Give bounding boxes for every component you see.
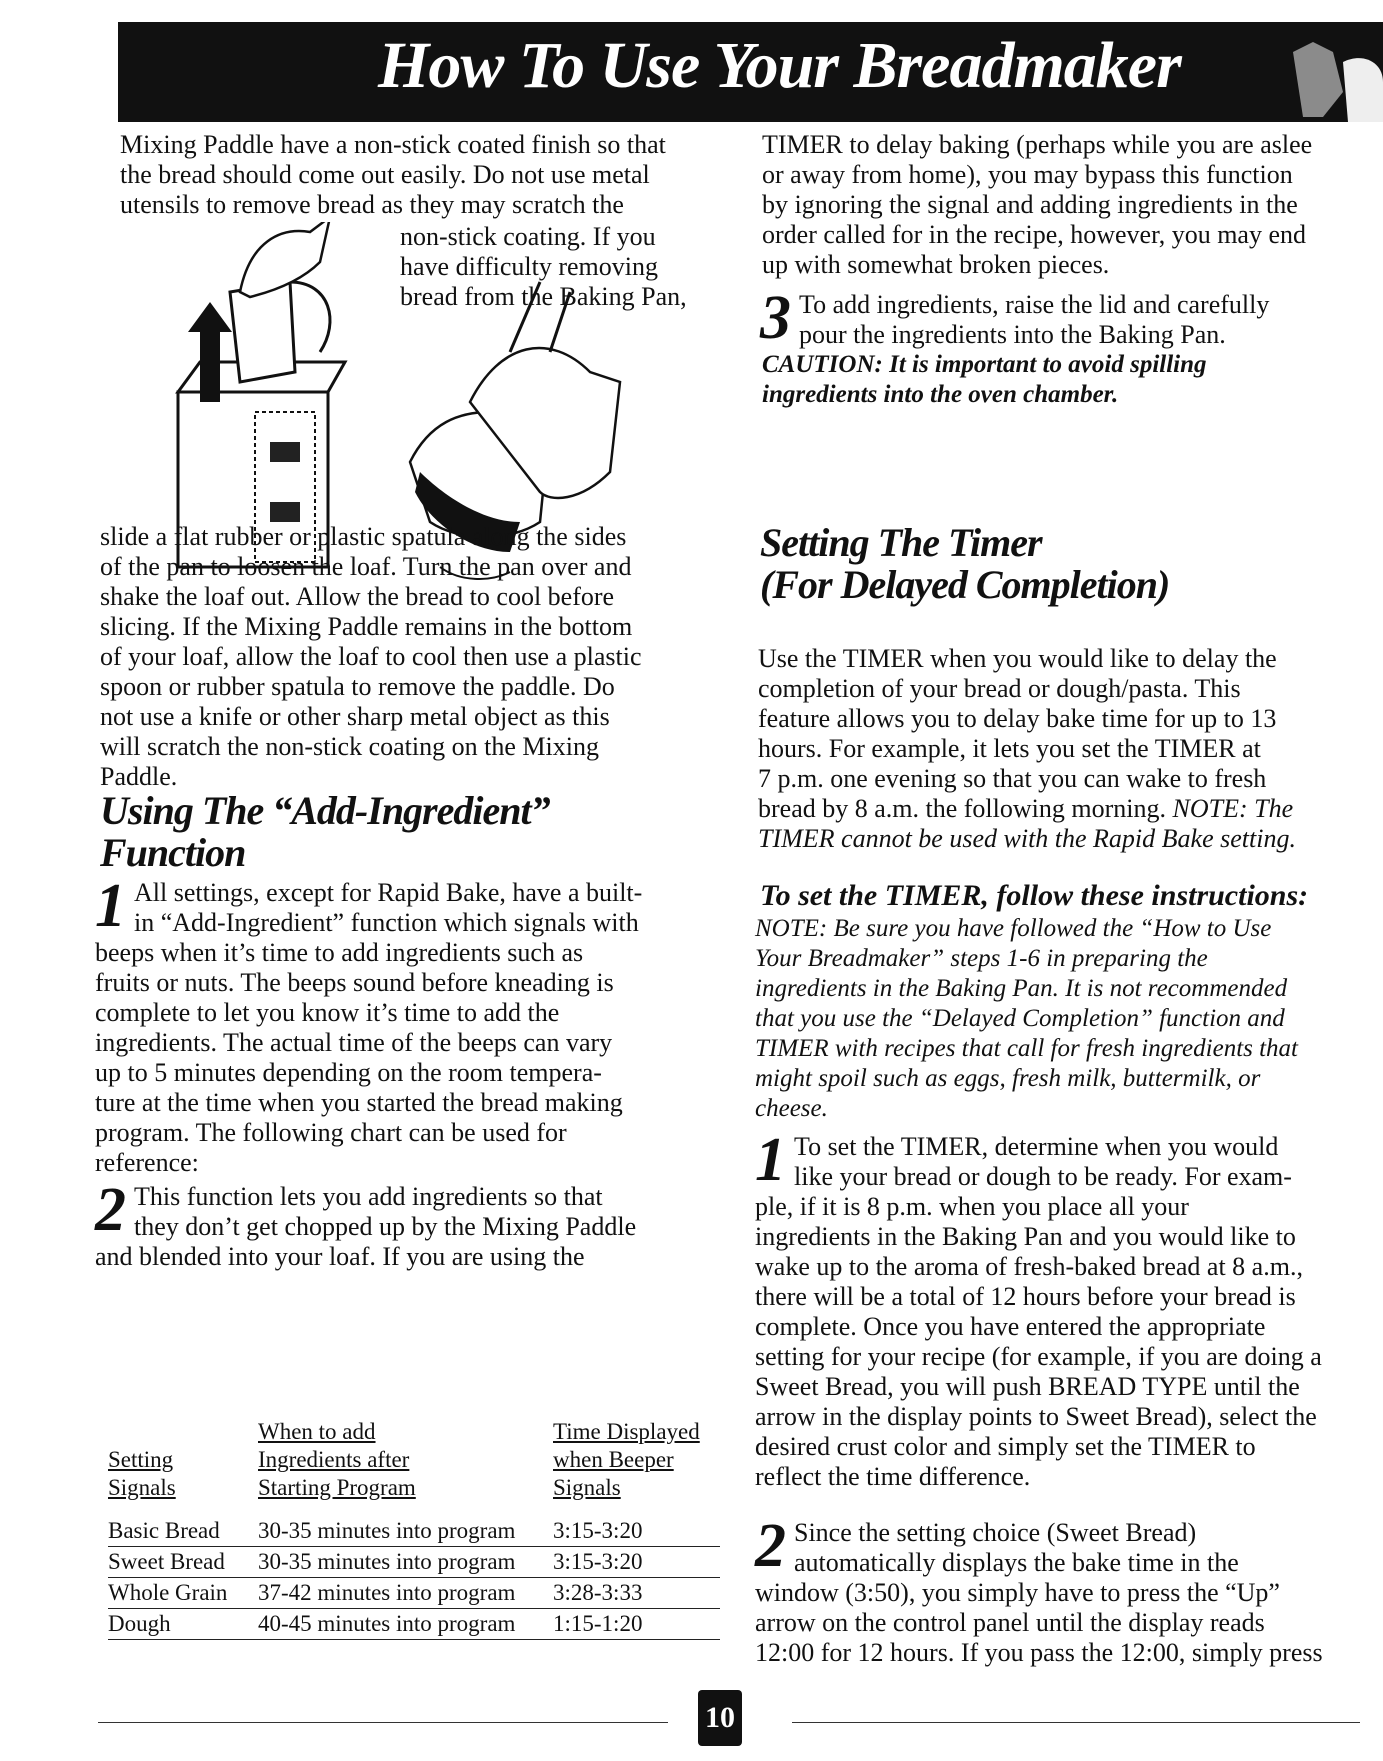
add-ingredient-step-1 [95, 872, 755, 1178]
step-number: 2 [95, 1176, 126, 1244]
timer-note: NOTE: The TIMER cannot be used with the Rapid Bake setting. [758, 794, 1296, 853]
timer-intro-text: TIMER to delay baking (perhaps while you are aslee or away from home), you may bypass this function by ignoring the signal and adding ingredients in the order called for in the recipe, however, you may end up with somewhat broken pieces. [762, 130, 1313, 279]
timer-description: Use the TIMER when you would like to delay the completion of your bread or dough/pasta. This feature allows you to delay bake time for up to 13 hours. For example, it lets you set the TIMER at 7 p.m. one evening so that you can wake to fresh bread by 8 a.m. the following morning. NOTE: The TIMER cannot be used with the Rapid Bake setting. [758, 644, 1296, 853]
note-text: NOTE: Be sure you have followed the “How to Use Your Breadmaker” steps 1-6 in preparing the ingredients in the Baking Pan. It is not recommended that you use the “Delayed Completion” function and TIMER with recipes that call for fresh ingredients that might spoil such as eggs, fresh milk, buttermilk, or cheese. [755, 915, 1299, 1122]
section-heading-setting-timer: Setting The Timer (For Delayed Completion) [760, 520, 1170, 607]
subheading-set-timer: To set the TIMER, follow these instructions: [760, 879, 1309, 912]
step-text: To add ingredients, raise the lid and carefully pour the ingredients into the Baking Pan. [799, 290, 1270, 349]
step-number: 2 [755, 1512, 786, 1580]
page-title: How To Use Your Breadmaker [378, 29, 1181, 102]
table-row: Dough 40-45 minutes into program 1:15-1:20 [108, 1609, 720, 1640]
table-row: Whole Grain 37-42 minutes into program 3:28-3:33 [108, 1578, 720, 1609]
table-row: Sweet Bread 30-35 minutes into program 3:15-3:20 [108, 1547, 720, 1578]
add-ingredient-chart [108, 1418, 720, 1640]
chart-table [108, 1516, 720, 1640]
step-number: 1 [755, 1126, 786, 1194]
step-text: Since the setting choice (Sweet Bread) automatically displays the bake time in the window (3:50), you simply have to press the “Up” arrow on the control panel until the display reads 12:00 for 12 hours. If you pass the 12:00, simply press [755, 1518, 1323, 1667]
chart-header-when-to-add: When to add Ingredients after Starting Program [258, 1419, 416, 1500]
step-text: This function lets you add ingredients so that they don’t get chopped up by the Mixing Paddle and blended into your loaf. If you are using the [95, 1182, 637, 1271]
intro-text: Mixing Paddle have a non-stick coated finish so that the bread should come out easily. Do not use metal utensils to remove bread as they may scratch the [120, 130, 666, 219]
step-number: 1 [95, 872, 126, 940]
table-row: Basic Bread 30-35 minutes into program 3:15-3:20 [108, 1516, 720, 1547]
step-number: 3 [760, 284, 791, 352]
timer-step-2 [755, 1512, 1380, 1668]
add-ingredient-step-2 [95, 1176, 755, 1272]
add-ingredient-step-3 [760, 284, 1360, 352]
section-heading-add-ingredient: Using The “Add-Ingredient” Function [100, 788, 550, 875]
step-text: All settings, except for Rapid Bake, have a built- in “Add-Ingredient” function which signals with beeps when it’s time to add ingredients such as fruits or nuts. The beeps sound before kneading is complete to let you know it’s time to add the ingredients. The actual time of the beeps can vary up to 5 minutes depending on the room tempera- ture at the time when you started the bread making program. The following chart can be used for reference: [95, 878, 643, 1177]
caution-text: CAUTION: It is important to avoid spilling ingredients into the oven chamber. [762, 351, 1207, 408]
page-banner [118, 22, 1383, 122]
intro-narrow-text: non-stick coating. If you have difficulty removing bread from the Baking Pan, [400, 222, 687, 311]
footer-rule-right [792, 1722, 1360, 1723]
paragraph-remove-bread: slide a flat rubber or plastic spatula along the sides of the pan to loosen the loaf. Turn the pan over and shake the loaf out. Allow the bread to cool before slicing. If the Mixing Paddle remains in the bottom of your loaf, allow the loaf to cool then use a plastic spoon or rubber spatula to remove the paddle. Do not use a knife or other sharp metal object as this will scratch the non-stick coating on the Mixing Paddle. [100, 522, 642, 791]
page-number: 10 [698, 1690, 742, 1746]
footer-rule-left [98, 1722, 668, 1723]
chart-header-setting: Setting Signals [108, 1447, 176, 1500]
decorative-bread-icon [1223, 22, 1383, 122]
chart-header [108, 1418, 720, 1510]
chart-header-time-displayed: Time Displayed when Beeper Signals [553, 1419, 700, 1500]
right-column [755, 130, 1380, 1690]
timer-step-1 [755, 1126, 1380, 1492]
step-text: To set the TIMER, determine when you would like your bread or dough to be ready. For exam- ple, if it is 8 p.m. when you place all your ingredients in the Baking Pan and you would like to wake up to the aroma of fresh-baked bread at 8 a.m., there will be a total of 12 hours before your bread is complete. Once you have entered the appropriate setting for your recipe (for example, if you are doing a Sweet Bread, you will push BREAD TYPE until the arrow in the display points to Sweet Bread), select the desired crust color and simply set the TIMER to reflect the time difference. [755, 1132, 1322, 1491]
